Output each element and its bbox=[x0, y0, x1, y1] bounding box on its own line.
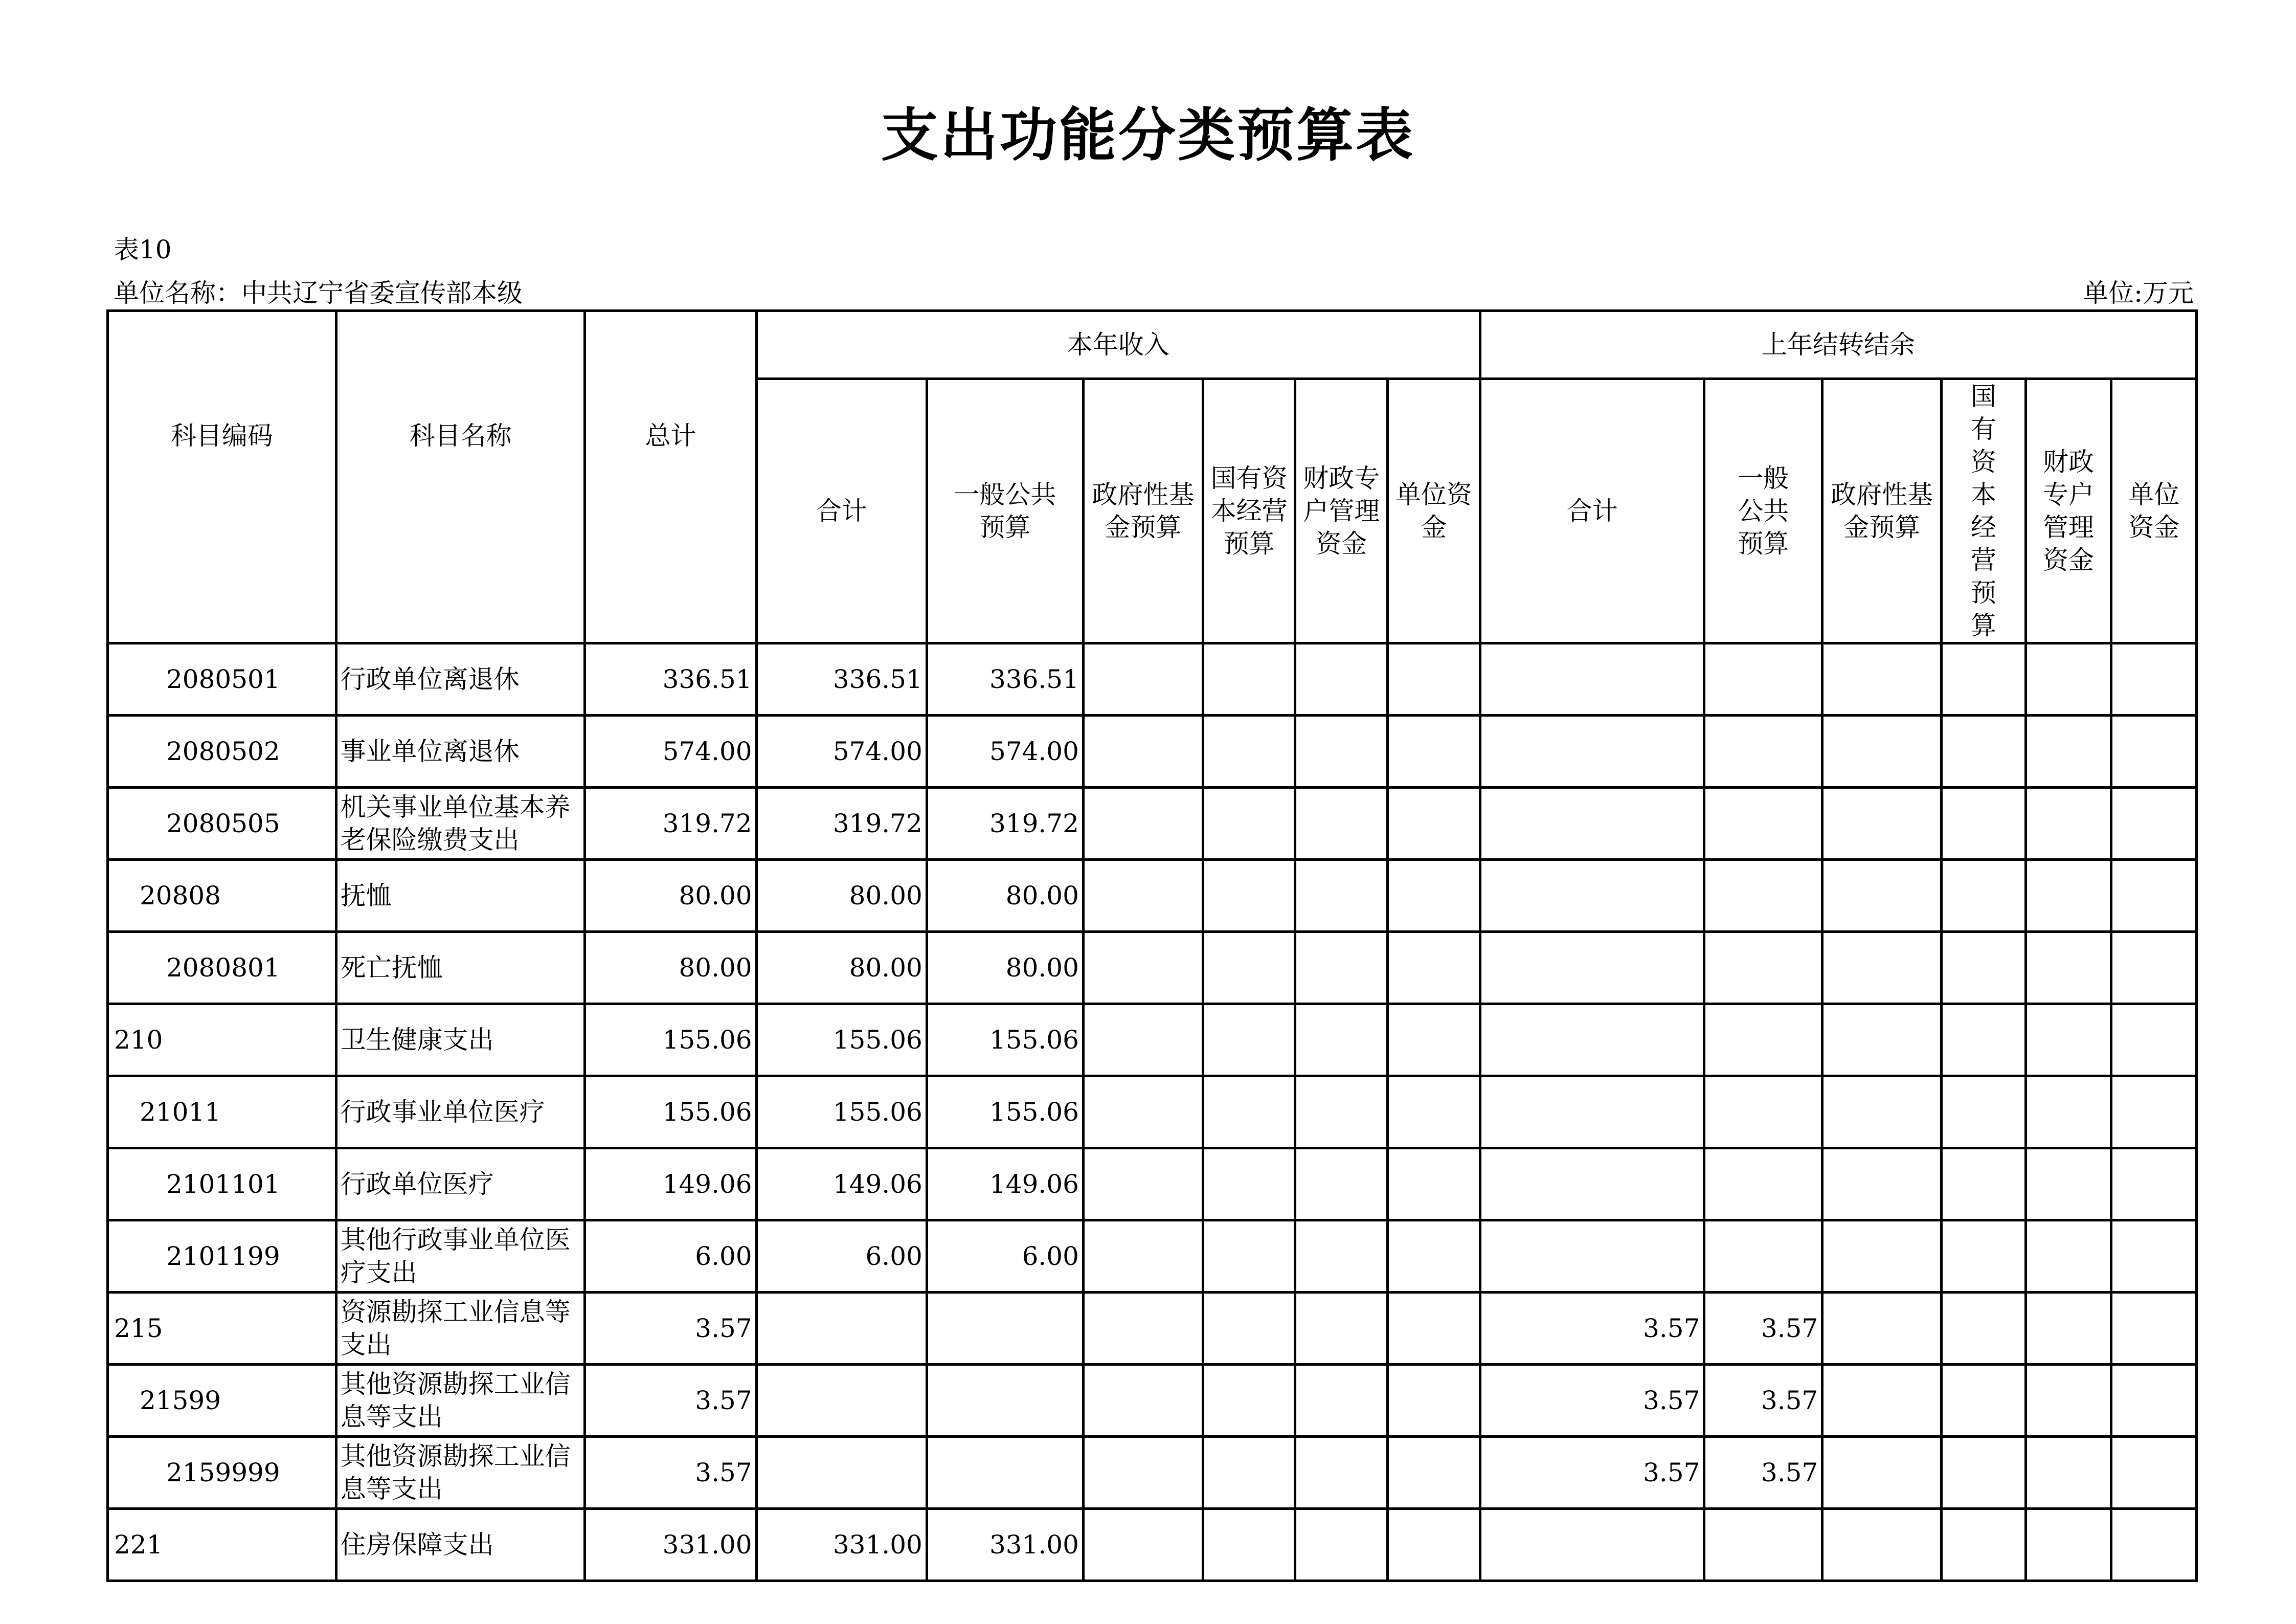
header-cur-unit-funds: 单位资金 bbox=[1388, 379, 1480, 643]
cell-current-0 bbox=[756, 1437, 927, 1509]
cell-code: 2080501 bbox=[108, 643, 336, 716]
table-row bbox=[108, 1365, 2197, 1437]
cell-prior-3 bbox=[1942, 1293, 2026, 1365]
cell-current-0: 319.72 bbox=[756, 788, 927, 860]
cell-current-2 bbox=[1083, 788, 1203, 860]
cell-prior-2 bbox=[1822, 1220, 1942, 1293]
cell-name: 行政事业单位医疗 bbox=[336, 1076, 585, 1148]
cell-current-2 bbox=[1083, 1437, 1203, 1509]
cell-current-1: 80.00 bbox=[927, 932, 1083, 1004]
cell-current-3 bbox=[1203, 932, 1295, 1004]
cell-name: 其他行政事业单位医疗支出 bbox=[336, 1220, 585, 1293]
cell-prior-5 bbox=[2111, 1220, 2197, 1293]
cell-prior-4 bbox=[2025, 1365, 2111, 1437]
cell-name: 卫生健康支出 bbox=[336, 1004, 585, 1076]
cell-prior-1 bbox=[1704, 1509, 1822, 1581]
page-title: 支出功能分类预算表 bbox=[881, 102, 1415, 169]
cell-current-2 bbox=[1083, 1509, 1203, 1581]
header-name: 科目名称 bbox=[336, 311, 585, 643]
cell-current-5 bbox=[1388, 1076, 1480, 1148]
cell-prior-2 bbox=[1822, 1293, 1942, 1365]
cell-prior-1 bbox=[1704, 932, 1822, 1004]
cell-prior-1: 3.57 bbox=[1704, 1437, 1822, 1509]
cell-prior-1 bbox=[1704, 1220, 1822, 1293]
cell-prior-0 bbox=[1480, 1004, 1704, 1076]
cell-total: 574.00 bbox=[585, 716, 756, 788]
cell-prior-3 bbox=[1942, 716, 2026, 788]
unit-name: 单位名称：中共辽宁省委宣传部本级 bbox=[114, 278, 523, 308]
cell-current-5 bbox=[1388, 1509, 1480, 1581]
cell-current-1 bbox=[927, 1437, 1083, 1509]
currency-unit: 单位:万元 bbox=[2083, 278, 2194, 308]
cell-prior-0 bbox=[1480, 860, 1704, 932]
cell-total: 155.06 bbox=[585, 1076, 756, 1148]
cell-current-3 bbox=[1203, 1509, 1295, 1581]
cell-prior-5 bbox=[2111, 860, 2197, 932]
table-row bbox=[108, 1148, 2197, 1220]
cell-current-5 bbox=[1388, 788, 1480, 860]
cell-current-3 bbox=[1203, 788, 1295, 860]
cell-current-4 bbox=[1295, 643, 1388, 716]
table-row bbox=[108, 643, 2197, 716]
cell-current-0: 80.00 bbox=[756, 860, 927, 932]
cell-prior-3 bbox=[1942, 932, 2026, 1004]
cell-prior-4 bbox=[2025, 1293, 2111, 1365]
cell-current-0 bbox=[756, 1293, 927, 1365]
cell-prior-3 bbox=[1942, 788, 2026, 860]
cell-prior-3 bbox=[1942, 643, 2026, 716]
cell-current-1: 319.72 bbox=[927, 788, 1083, 860]
cell-prior-3 bbox=[1942, 1509, 2026, 1581]
cell-current-3 bbox=[1203, 1220, 1295, 1293]
cell-current-1: 6.00 bbox=[927, 1220, 1083, 1293]
cell-current-5 bbox=[1388, 1365, 1480, 1437]
cell-prior-4 bbox=[2025, 643, 2111, 716]
cell-current-4 bbox=[1295, 1076, 1388, 1148]
cell-current-1: 155.06 bbox=[927, 1004, 1083, 1076]
cell-prior-4 bbox=[2025, 1004, 2111, 1076]
cell-total: 149.06 bbox=[585, 1148, 756, 1220]
cell-prior-2 bbox=[1822, 860, 1942, 932]
cell-prior-4 bbox=[2025, 860, 2111, 932]
cell-prior-4 bbox=[2025, 1076, 2111, 1148]
cell-prior-1: 3.57 bbox=[1704, 1365, 1822, 1437]
cell-total: 155.06 bbox=[585, 1004, 756, 1076]
cell-name: 行政单位医疗 bbox=[336, 1148, 585, 1220]
cell-total: 3.57 bbox=[585, 1365, 756, 1437]
cell-current-5 bbox=[1388, 1437, 1480, 1509]
cell-prior-0 bbox=[1480, 1076, 1704, 1148]
cell-current-5 bbox=[1388, 1293, 1480, 1365]
cell-current-1: 149.06 bbox=[927, 1148, 1083, 1220]
cell-prior-2 bbox=[1822, 1365, 1942, 1437]
cell-current-3 bbox=[1203, 860, 1295, 932]
table-number: 表10 bbox=[114, 235, 172, 264]
cell-code: 2080505 bbox=[108, 788, 336, 860]
cell-prior-3 bbox=[1942, 1004, 2026, 1076]
cell-current-2 bbox=[1083, 1365, 1203, 1437]
cell-current-0: 336.51 bbox=[756, 643, 927, 716]
header-code: 科目编码 bbox=[108, 311, 336, 643]
cell-code: 2080801 bbox=[108, 932, 336, 1004]
cell-name: 其他资源勘探工业信息等支出 bbox=[336, 1365, 585, 1437]
cell-code: 2080502 bbox=[108, 716, 336, 788]
cell-current-3 bbox=[1203, 1437, 1295, 1509]
cell-current-0: 149.06 bbox=[756, 1148, 927, 1220]
cell-current-4 bbox=[1295, 1437, 1388, 1509]
header-prev-general: 一般公共预算 bbox=[1704, 379, 1822, 643]
cell-current-1: 80.00 bbox=[927, 860, 1083, 932]
cell-code: 2101101 bbox=[108, 1148, 336, 1220]
cell-current-1 bbox=[927, 1293, 1083, 1365]
cell-total: 336.51 bbox=[585, 643, 756, 716]
cell-prior-5 bbox=[2111, 1437, 2197, 1509]
cell-total: 331.00 bbox=[585, 1509, 756, 1581]
cell-current-0: 155.06 bbox=[756, 1004, 927, 1076]
cell-prior-2 bbox=[1822, 1004, 1942, 1076]
cell-prior-0: 3.57 bbox=[1480, 1437, 1704, 1509]
cell-prior-0 bbox=[1480, 932, 1704, 1004]
cell-prior-5 bbox=[2111, 1293, 2197, 1365]
table-row bbox=[108, 860, 2197, 932]
cell-name: 机关事业单位基本养老保险缴费支出 bbox=[336, 788, 585, 860]
cell-prior-5 bbox=[2111, 932, 2197, 1004]
cell-prior-5 bbox=[2111, 788, 2197, 860]
cell-prior-1 bbox=[1704, 860, 1822, 932]
cell-current-2 bbox=[1083, 1220, 1203, 1293]
cell-current-5 bbox=[1388, 716, 1480, 788]
cell-current-1: 331.00 bbox=[927, 1509, 1083, 1581]
cell-current-0 bbox=[756, 1365, 927, 1437]
cell-code: 2159999 bbox=[108, 1437, 336, 1509]
cell-total: 6.00 bbox=[585, 1220, 756, 1293]
cell-code: 221 bbox=[108, 1509, 336, 1581]
cell-current-3 bbox=[1203, 1004, 1295, 1076]
cell-total: 80.00 bbox=[585, 932, 756, 1004]
cell-prior-1: 3.57 bbox=[1704, 1293, 1822, 1365]
cell-prior-3 bbox=[1942, 1365, 2026, 1437]
cell-current-4 bbox=[1295, 932, 1388, 1004]
cell-prior-5 bbox=[2111, 643, 2197, 716]
cell-prior-1 bbox=[1704, 643, 1822, 716]
cell-prior-1 bbox=[1704, 716, 1822, 788]
cell-current-4 bbox=[1295, 860, 1388, 932]
cell-prior-4 bbox=[2025, 1220, 2111, 1293]
cell-current-5 bbox=[1388, 1004, 1480, 1076]
cell-current-2 bbox=[1083, 932, 1203, 1004]
cell-prior-0 bbox=[1480, 643, 1704, 716]
table-row bbox=[108, 1509, 2197, 1581]
cell-current-2 bbox=[1083, 716, 1203, 788]
cell-current-5 bbox=[1388, 932, 1480, 1004]
cell-prior-2 bbox=[1822, 716, 1942, 788]
cell-prior-5 bbox=[2111, 1365, 2197, 1437]
cell-current-5 bbox=[1388, 643, 1480, 716]
cell-prior-1 bbox=[1704, 1076, 1822, 1148]
cell-current-2 bbox=[1083, 1076, 1203, 1148]
cell-prior-0: 3.57 bbox=[1480, 1365, 1704, 1437]
cell-current-0: 155.06 bbox=[756, 1076, 927, 1148]
cell-prior-3 bbox=[1942, 860, 2026, 932]
budget-table bbox=[106, 309, 2198, 1582]
cell-current-3 bbox=[1203, 1148, 1295, 1220]
header-cur-fund: 政府性基金预算 bbox=[1083, 379, 1203, 643]
table-row bbox=[108, 1076, 2197, 1148]
table-row bbox=[108, 932, 2197, 1004]
table-body bbox=[108, 643, 2197, 1581]
cell-current-1: 155.06 bbox=[927, 1076, 1083, 1148]
cell-current-4 bbox=[1295, 1293, 1388, 1365]
cell-current-2 bbox=[1083, 643, 1203, 716]
cell-current-0: 6.00 bbox=[756, 1220, 927, 1293]
cell-current-0: 574.00 bbox=[756, 716, 927, 788]
cell-prior-3 bbox=[1942, 1076, 2026, 1148]
cell-current-3 bbox=[1203, 1076, 1295, 1148]
cell-prior-5 bbox=[2111, 1004, 2197, 1076]
cell-current-4 bbox=[1295, 1148, 1388, 1220]
cell-prior-5 bbox=[2111, 1148, 2197, 1220]
header-cur-special-account: 财政专户管理资金 bbox=[1295, 379, 1388, 643]
cell-current-1: 574.00 bbox=[927, 716, 1083, 788]
cell-name: 其他资源勘探工业信息等支出 bbox=[336, 1437, 585, 1509]
cell-current-1 bbox=[927, 1365, 1083, 1437]
cell-total: 3.57 bbox=[585, 1293, 756, 1365]
cell-prior-3 bbox=[1942, 1437, 2026, 1509]
header-cur-state-capital: 国有资本经营预算 bbox=[1203, 379, 1295, 643]
cell-current-4 bbox=[1295, 716, 1388, 788]
cell-code: 2101199 bbox=[108, 1220, 336, 1293]
cell-prior-3 bbox=[1942, 1148, 2026, 1220]
cell-current-3 bbox=[1203, 643, 1295, 716]
cell-prior-1 bbox=[1704, 1004, 1822, 1076]
cell-prior-2 bbox=[1822, 932, 1942, 1004]
cell-total: 319.72 bbox=[585, 788, 756, 860]
cell-prior-0: 3.57 bbox=[1480, 1293, 1704, 1365]
cell-prior-2 bbox=[1822, 1437, 1942, 1509]
table-row bbox=[108, 1004, 2197, 1076]
header-prev-state-capital: 国有资本经营预算 bbox=[1942, 379, 2026, 643]
cell-current-4 bbox=[1295, 1220, 1388, 1293]
cell-current-2 bbox=[1083, 1004, 1203, 1076]
cell-prior-2 bbox=[1822, 1148, 1942, 1220]
cell-prior-4 bbox=[2025, 1148, 2111, 1220]
header-total: 总计 bbox=[585, 311, 756, 643]
table-row bbox=[108, 716, 2197, 788]
cell-current-3 bbox=[1203, 1365, 1295, 1437]
cell-code: 21011 bbox=[108, 1076, 336, 1148]
cell-prior-5 bbox=[2111, 716, 2197, 788]
cell-prior-0 bbox=[1480, 1148, 1704, 1220]
cell-prior-1 bbox=[1704, 788, 1822, 860]
cell-name: 抚恤 bbox=[336, 860, 585, 932]
cell-name: 行政单位离退休 bbox=[336, 643, 585, 716]
cell-name: 资源勘探工业信息等支出 bbox=[336, 1293, 585, 1365]
cell-prior-4 bbox=[2025, 932, 2111, 1004]
table-row bbox=[108, 1220, 2197, 1293]
cell-prior-5 bbox=[2111, 1076, 2197, 1148]
cell-name: 住房保障支出 bbox=[336, 1509, 585, 1581]
cell-prior-3 bbox=[1942, 1220, 2026, 1293]
header-current-year: 本年收入 bbox=[756, 311, 1480, 379]
cell-prior-4 bbox=[2025, 788, 2111, 860]
cell-code: 215 bbox=[108, 1293, 336, 1365]
cell-prior-0 bbox=[1480, 788, 1704, 860]
cell-prior-2 bbox=[1822, 788, 1942, 860]
cell-code: 21599 bbox=[108, 1365, 336, 1437]
cell-code: 20808 bbox=[108, 860, 336, 932]
cell-current-4 bbox=[1295, 1004, 1388, 1076]
cell-prior-2 bbox=[1822, 643, 1942, 716]
table-row bbox=[108, 1293, 2197, 1365]
cell-name: 死亡抚恤 bbox=[336, 932, 585, 1004]
cell-prior-0 bbox=[1480, 716, 1704, 788]
header-cur-total: 合计 bbox=[756, 379, 927, 643]
header-prev-total: 合计 bbox=[1480, 379, 1704, 643]
cell-current-5 bbox=[1388, 860, 1480, 932]
table-row bbox=[108, 788, 2197, 860]
cell-current-5 bbox=[1388, 1220, 1480, 1293]
cell-prior-2 bbox=[1822, 1076, 1942, 1148]
header-prev-special-account: 财政专户管理资金 bbox=[2025, 379, 2111, 643]
cell-current-4 bbox=[1295, 1509, 1388, 1581]
cell-total: 3.57 bbox=[585, 1437, 756, 1509]
cell-code: 210 bbox=[108, 1004, 336, 1076]
cell-current-5 bbox=[1388, 1148, 1480, 1220]
cell-current-2 bbox=[1083, 1148, 1203, 1220]
cell-name: 事业单位离退休 bbox=[336, 716, 585, 788]
cell-total: 80.00 bbox=[585, 860, 756, 932]
cell-current-2 bbox=[1083, 1293, 1203, 1365]
cell-prior-4 bbox=[2025, 1509, 2111, 1581]
header-prev-fund: 政府性基金预算 bbox=[1822, 379, 1942, 643]
header-cur-general: 一般公共预算 bbox=[927, 379, 1083, 643]
header-prior-year: 上年结转结余 bbox=[1480, 311, 2196, 379]
cell-current-0: 331.00 bbox=[756, 1509, 927, 1581]
cell-prior-0 bbox=[1480, 1220, 1704, 1293]
cell-prior-1 bbox=[1704, 1148, 1822, 1220]
cell-prior-0 bbox=[1480, 1509, 1704, 1581]
cell-current-2 bbox=[1083, 860, 1203, 932]
cell-current-4 bbox=[1295, 788, 1388, 860]
cell-prior-4 bbox=[2025, 1437, 2111, 1509]
cell-prior-2 bbox=[1822, 1509, 1942, 1581]
cell-prior-4 bbox=[2025, 716, 2111, 788]
table-row bbox=[108, 1437, 2197, 1509]
cell-current-3 bbox=[1203, 716, 1295, 788]
header-prev-unit-funds: 单位资金 bbox=[2111, 379, 2197, 643]
cell-current-4 bbox=[1295, 1365, 1388, 1437]
cell-current-0: 80.00 bbox=[756, 932, 927, 1004]
cell-current-3 bbox=[1203, 1293, 1295, 1365]
cell-current-1: 336.51 bbox=[927, 643, 1083, 716]
cell-prior-5 bbox=[2111, 1509, 2197, 1581]
